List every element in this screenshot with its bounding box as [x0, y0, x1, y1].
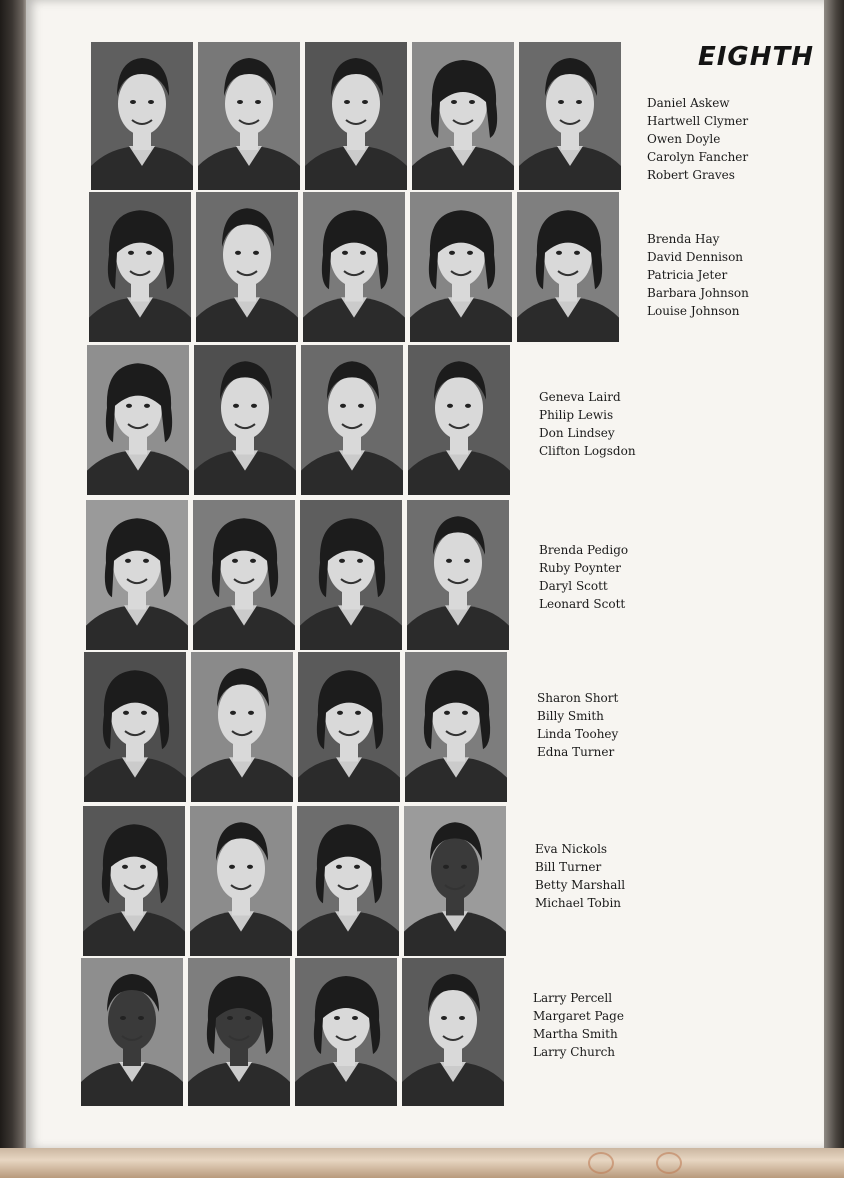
- student-name: Eva Nickols: [535, 842, 608, 856]
- student-portrait: [193, 500, 295, 650]
- student-name: Larry Church: [533, 1045, 616, 1059]
- student-portrait: [297, 806, 399, 956]
- student-portrait: [196, 192, 298, 342]
- student-portrait: [298, 652, 400, 802]
- student-name: Philip Lewis: [539, 408, 614, 422]
- student-portrait: [408, 345, 510, 495]
- student-name: Geneva Laird: [539, 390, 621, 404]
- student-portrait: [301, 345, 403, 495]
- student-portrait: [300, 500, 402, 650]
- student-portrait: [519, 42, 621, 190]
- student-portrait: [83, 806, 185, 956]
- student-name: Michael Tobin: [535, 896, 622, 910]
- student-portrait: [198, 42, 300, 190]
- student-portrait: [191, 652, 293, 802]
- student-name: Betty Marshall: [535, 878, 626, 892]
- student-portrait: [89, 192, 191, 342]
- student-portrait: [81, 958, 183, 1106]
- student-name: Louise Johnson: [647, 304, 740, 318]
- name-list: [535, 840, 625, 912]
- name-list: [539, 388, 636, 460]
- student-name: Hartwell Clymer: [647, 114, 749, 128]
- student-name: Carolyn Fancher: [647, 150, 749, 164]
- student-portrait: [86, 500, 188, 650]
- student-portrait: [190, 806, 292, 956]
- student-name: Ruby Poynter: [539, 561, 622, 575]
- name-list: [647, 230, 749, 320]
- student-name: David Dennison: [647, 250, 744, 264]
- student-portrait: [407, 500, 509, 650]
- student-portrait: [517, 192, 619, 342]
- grade-heading: EIGHTH: [698, 42, 815, 72]
- student-portrait: [410, 192, 512, 342]
- student-name: Clifton Logsdon: [539, 444, 636, 458]
- water-stain: [656, 1152, 682, 1174]
- student-name: Brenda Hay: [647, 232, 720, 246]
- name-list: [539, 541, 628, 613]
- student-portrait: [303, 192, 405, 342]
- student-name: Bill Turner: [535, 860, 602, 874]
- name-list: [647, 94, 748, 184]
- student-name: Martha Smith: [533, 1027, 618, 1041]
- student-name: Larry Percell: [533, 991, 613, 1005]
- student-portrait: [194, 345, 296, 495]
- student-portrait: [188, 958, 290, 1106]
- student-name: Daniel Askew: [647, 96, 730, 110]
- student-name: Daryl Scott: [539, 579, 608, 593]
- student-portrait: [405, 652, 507, 802]
- page-right-edge: [824, 0, 844, 1178]
- name-list: [533, 989, 624, 1061]
- name-list: [537, 689, 618, 761]
- student-name: Robert Graves: [647, 168, 735, 182]
- student-name: Patricia Jeter: [647, 268, 728, 282]
- student-portrait: [87, 345, 189, 495]
- student-portrait: [402, 958, 504, 1106]
- student-portrait: [412, 42, 514, 190]
- student-name: Don Lindsey: [539, 426, 615, 440]
- water-stain: [588, 1152, 614, 1174]
- student-name: Billy Smith: [537, 709, 604, 723]
- student-portrait: [404, 806, 506, 956]
- student-name: Margaret Page: [533, 1009, 624, 1023]
- student-portrait: [295, 958, 397, 1106]
- student-name: Brenda Pedigo: [539, 543, 629, 557]
- student-name: Edna Turner: [537, 745, 615, 759]
- student-portrait: [91, 42, 193, 190]
- student-portrait: [305, 42, 407, 190]
- student-name: Barbara Johnson: [647, 286, 749, 300]
- page-bottom-edge: [0, 1148, 844, 1178]
- student-portrait: [84, 652, 186, 802]
- student-name: Sharon Short: [537, 691, 619, 705]
- student-name: Owen Doyle: [647, 132, 721, 146]
- student-name: Leonard Scott: [539, 597, 626, 611]
- student-name: Linda Toohey: [537, 727, 619, 741]
